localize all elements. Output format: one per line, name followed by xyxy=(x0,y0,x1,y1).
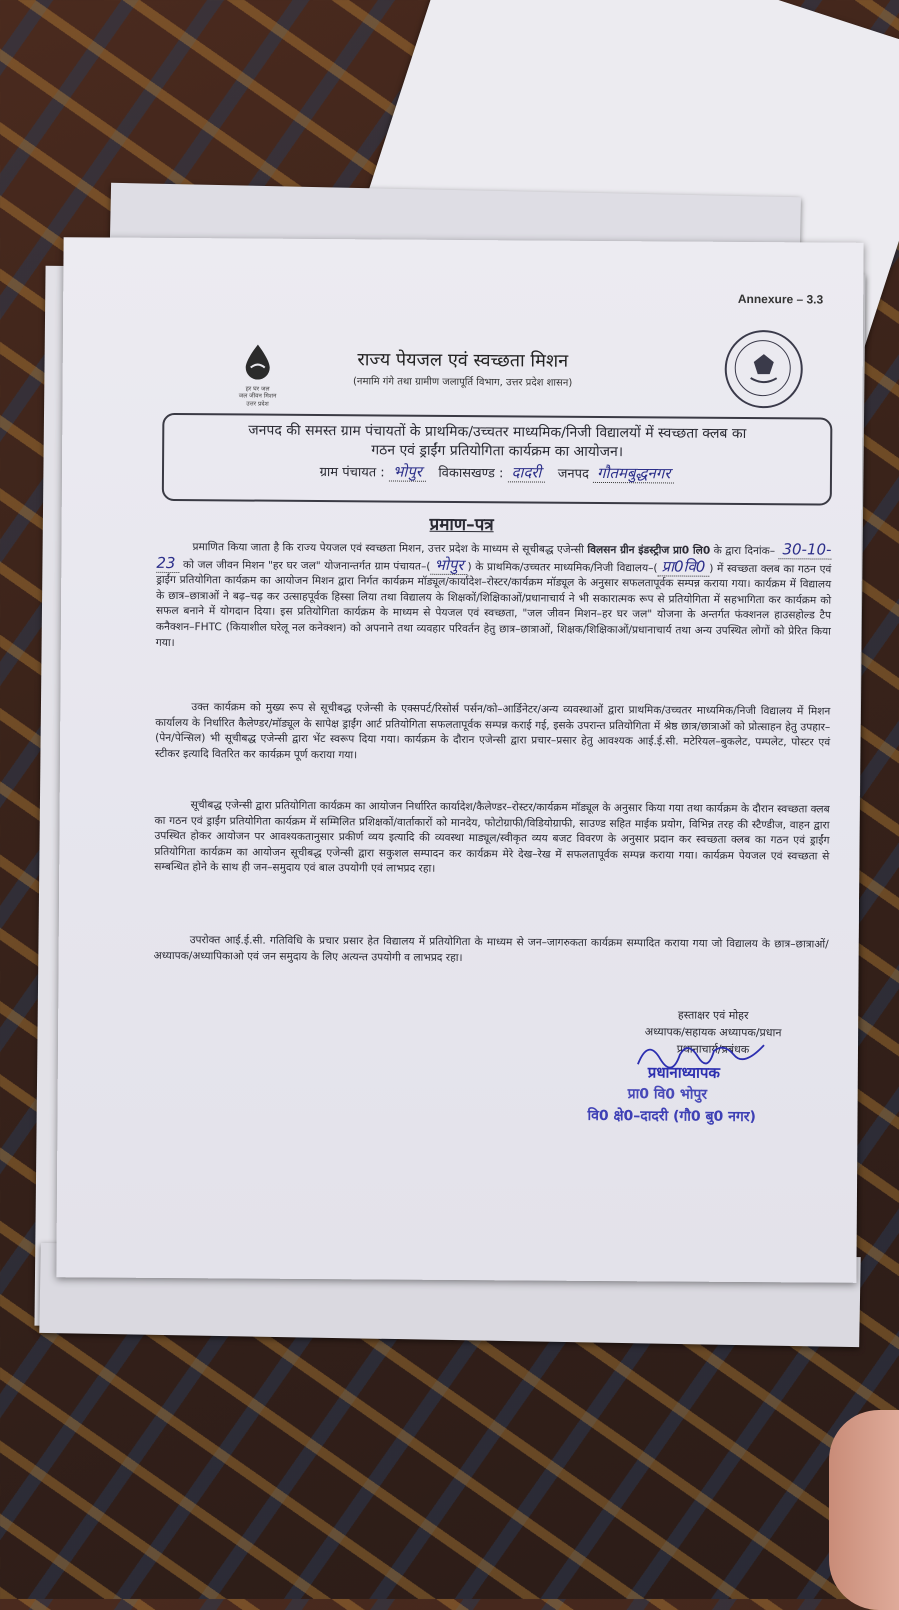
event-date: 30-10-23 xyxy=(156,540,832,572)
subject-line-1: जनपद की समस्त ग्राम पंचायतों के प्राथमिक/उच्चतर माध्यमिक/निजी विद्यालयों में स्वच्छता क्लब का xyxy=(248,422,747,442)
paragraph-3: सूचीबद्ध एजेन्सी द्वारा प्रतियोगिता कार्यक्रम का आयोजन निर्धारित कार्यादेश/कैलेण्डर–रोस्टर/कार्यक्रम मॉड्यूल के अनुसार किया गया तथा कार्यक्रम के दौरान स्वच्छता क्लब का गठन एवं ड्राईंग प्रतियोगिता कार्यक्रम में सम्मिलित प्रशिक्षकों/वार्ताकारों को मानदेय, फोटोग्राफी/विडियोग्राफी, साउण्ड सहित माईक प्रयोग, विभिन्न तरह की स्टैण्डीज, वाहन द्वारा उपस्थित होकर आयोजन पर आवश्यकतानुसार प्रकीर्ण व्यय इत्यादि की व्यवस्था माड्यूल/स्वीकृत व्यय बजट विवरण के अनुसार प्रदान कर स्वच्छता क्लब का गठन एवं ड्राईंग प्रतियोगिता कार्यक्रम का आयोजन सूचीबद्ध एजेन्सी द्वारा सकुशल सम्पादन कर कार्यक्रम मेरे देख–रेख में सफलतापूर्वक सम्पन्न कराया गया। कार्यक्रम पेयजल एवं स्वच्छता से सम्बन्धित होने के साथ ही जन–समुदाय एवं बाल उपयोगी एवं लाभप्रद रहा। xyxy=(154,799,830,876)
official-stamp xyxy=(587,1061,817,1129)
paragraph-gram-panchayat: भोपुर xyxy=(430,555,467,574)
header xyxy=(63,345,863,391)
signature-block xyxy=(608,1006,818,1058)
gram-panchayat-value: भोपुर xyxy=(389,462,426,481)
mission-subtitle: (नमामि गंगे तथा ग्रामीण जलापूर्ति विभाग, उत्तर प्रदेश शासन) xyxy=(352,376,573,389)
thumb xyxy=(829,1410,899,1610)
district-label: जनपद xyxy=(557,466,589,482)
stamp-line-1: प्रधानाध्यापक xyxy=(647,1063,721,1082)
signature-role-1: अध्यापक/सहायक अध्यापक/प्रधान xyxy=(644,1025,782,1040)
paragraph-4: उपरोक्त आई.ई.सी. गतिविधि के प्रचार प्रसार हेत विद्यालय में प्रतियोगिता के माध्यम से जन–जागरुकता कार्यक्रम सम्पादित कराया गया जो विद्यालय के छात्र–छात्राओं/अध्यापक/अध्यापिकाओ एवं जन समुदाय के लिए अत्यन्त उपयोगी व लाभप्रद रहा। xyxy=(153,934,829,964)
school-name: प्रा0वि0 xyxy=(658,557,710,576)
block-label: विकासखण्ड : xyxy=(438,465,504,482)
block-value: दादरी xyxy=(507,463,545,482)
logo-caption-1: हर घर जल xyxy=(245,385,270,393)
certificate-title: प्रमाण–पत्र xyxy=(429,514,494,536)
paragraph-1: प्रमाणित किया जाता है कि राज्य पेयजल एवं स्वच्छता मिशन, उत्तर प्रदेश के माध्यम से सूचीबद्ध एजेन्सी विलसन ग्रीन इंडस्ट्रीज प्रा0 लि0 के द्वारा दिनांक– 30-10-23 को जल जीवन मिशन "हर घर जल" योजनान्तर्गत ग्राम पंचायत–( भोपुर ) के प्राथमिक/उच्चतर माध्यमिक/निजी विद्यालय–( प्रा0वि0 ) में स्वच्छता क्लब का गठन एवं ड्राईंग प्रतियोगिता कार्यक्रम का आयोजन मिशन द्वारा निर्गत कार्यक्रम मॉड्यूल/कार्यादेश–रोस्टर/कार्यक्रम मॉड्यूल के अनुसार सफलतापूर्वक सम्पन्न कराया गया। कार्यक्रम में विद्यालय के छात्र–छात्राओं ने बढ़–चढ़ कर उत्साहपूर्वक हिस्सा लिया तथा विद्यालय के शिक्षकों/शिक्षिकाओं/प्रधानाचार्य ने भी सकारात्मक रूप से प्रतियोगिता में सहभागिता कर कार्यक्रम को सफल बनाने में योगदान दिया। इस प्रतियोगिता कार्यक्रम के माध्यम से पेयजल एवं स्वच्छता, "जल जीवन मिशन–हर घर जल" योजना के अन्तर्गत फंक्शनल हाउसहोल्ड टैप कनैक्शन–FHTC (कियाशील घरेलू नल कनेक्शन) को अपनाने तथा व्यवहार परिवर्तन हेतु छात्र–छात्राओं, शिक्षक/शिक्षिकाओं/प्रधानाचार्य तथा अन्य उपस्थित लोगों को प्रेरित किया गया। xyxy=(155,540,832,649)
location-row xyxy=(164,461,830,486)
gram-panchayat-label: ग्राम पंचायत : xyxy=(319,465,385,481)
mission-title: राज्य पेयजल एवं स्वच्छता मिशन xyxy=(357,349,569,372)
signature-heading: हस्ताक्षर एवं मोहर xyxy=(677,1008,749,1023)
subject-box xyxy=(162,413,833,506)
annexure-label: Annexure – 3.3 xyxy=(737,291,824,307)
stamp-line-3: वि0 क्षे0–दादरी (गौ0 बु0 नगर) xyxy=(587,1107,757,1126)
agency-name: विलसन ग्रीन इंडस्ट्रीज प्रा0 लि0 xyxy=(587,543,711,557)
paragraph-2: उक्त कार्यक्रम को मुख्य रूप से सूचीबद्ध एजेन्सी के एक्सपर्ट/रिसोर्स पर्सन/को–आर्डिनेटर/अन्य व्यवस्थाओं द्वारा प्राथमिक/उच्चतर माध्यमिक/निजी विद्यालय में मिशन कार्यालय के निर्धारित कैलेण्डर/मॉड्यूल के सापेक्ष ड्राईंग आर्ट प्रतियोगिता सफलतापूर्वक सम्पन्न कराई गई, इसके उपरान्त प्रतियोगिता में श्रेष्ठ छात्र/छात्राओं को प्रोत्साहन हेतु उपहार–(पेन/पेन्सिल) भी सूचीबद्ध एजेन्सी द्वारा भेंट स्वरूप दिया गया। कार्यक्रम के दौरान एजेन्सी द्वारा प्रचार–प्रसार हेतु आवश्यक आई.ई.सी. मटेरियल–बुकलेट, पम्पलेट, पोस्टर एवं स्टीकर इत्यादि वितरित कर कार्यक्रम पूर्ण कराया गया। xyxy=(154,701,831,762)
logo-caption-3: उत्तर प्रदेश xyxy=(246,400,269,408)
district-value: गौतमबुद्धनगर xyxy=(593,464,674,484)
subject-line-2: गठन एवं ड्राईंग प्रतियोगिता कार्यक्रम का आयोजन। xyxy=(371,442,624,461)
logo-caption-2: जल जीवन मिशन xyxy=(238,392,277,401)
stamp-line-2: प्रा0 वि0 भोपुर xyxy=(627,1086,708,1103)
certificate-page xyxy=(56,237,863,1283)
signature-role-2: प्रधानाचार्य/प्रबंधक xyxy=(676,1042,750,1057)
